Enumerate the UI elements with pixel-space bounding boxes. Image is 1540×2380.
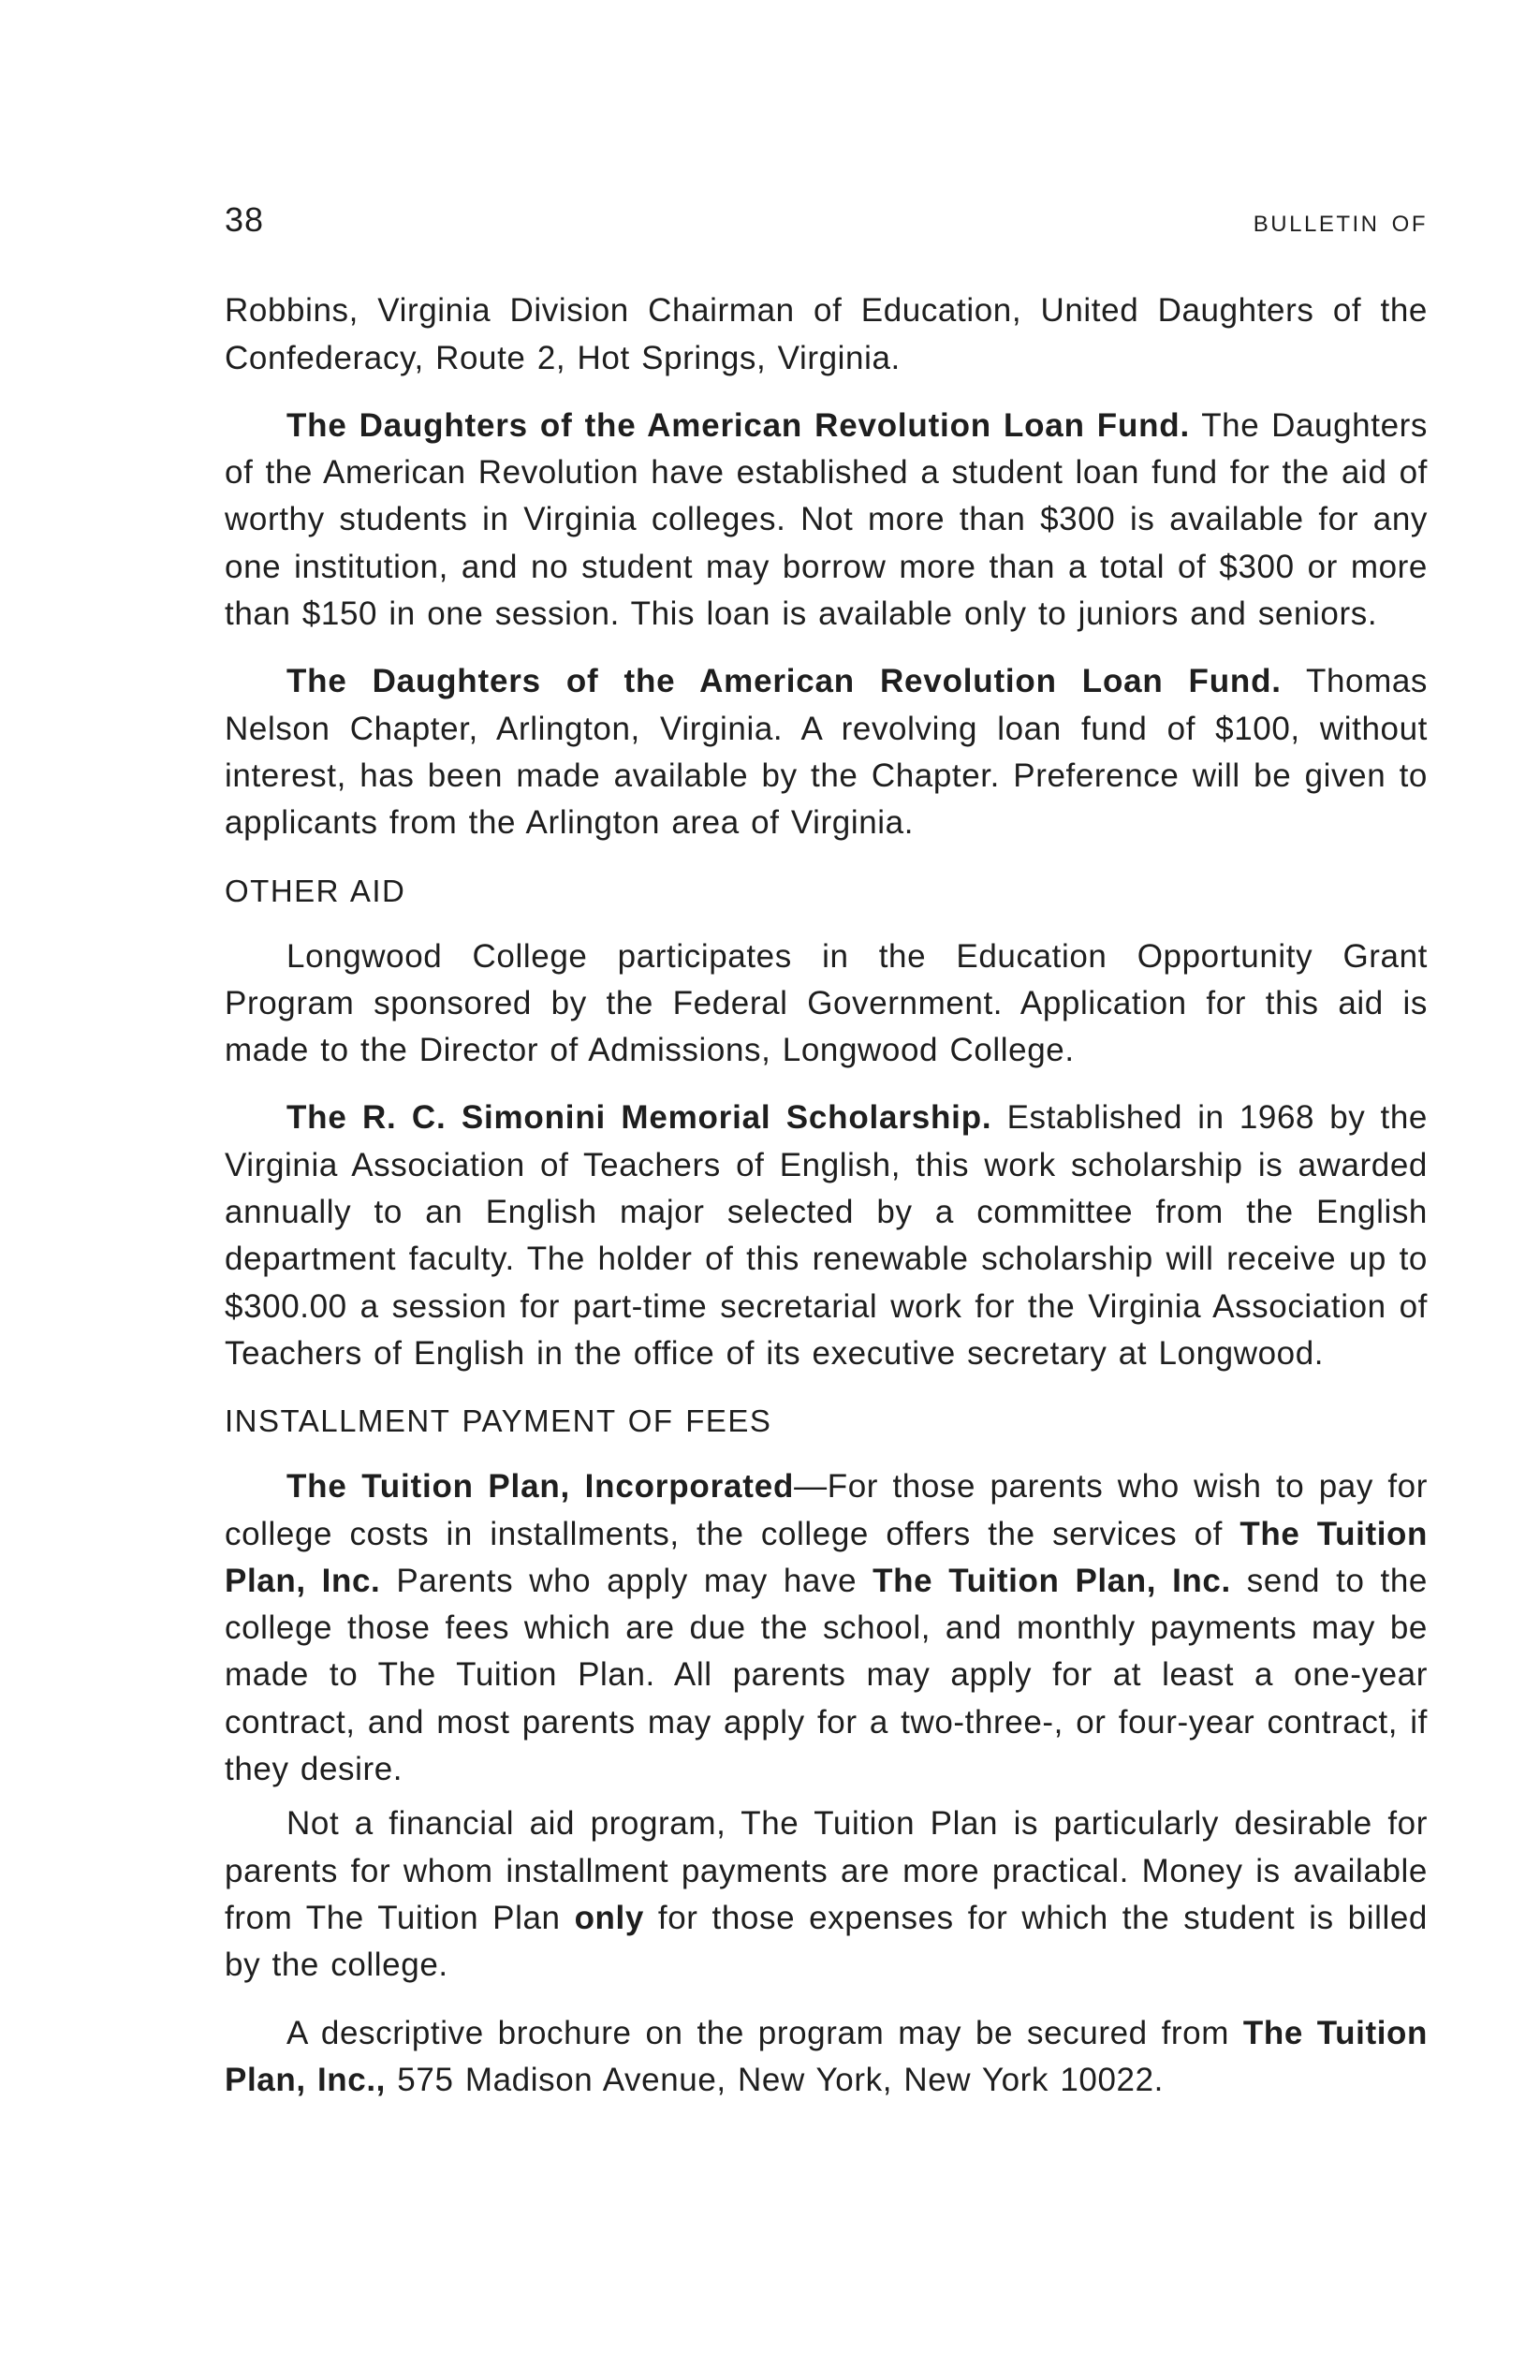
- paragraph-text: The Daughters of the American Revolution have established a student loan fund for the aid of worthy students in Virginia colleges. Not more than $300 is available for any one institution, and no student may borrow more than a total of $300 or more than $150 in one session. This loan is available only to juniors and seniors.: [225, 406, 1428, 633]
- paragraph-text: send to the college those fees which are due the school, and monthly payments may be made to The Tuition Plan. All parents may apply for at least a one-year contract, and most parents may apply for a two-three-, or four-year contract, if they desire.: [225, 1562, 1428, 1788]
- page-number: 38: [225, 200, 265, 239]
- section-heading-other-aid: OTHER AID: [225, 873, 406, 908]
- paragraph-dar-loan-fund: [225, 403, 1428, 638]
- paragraph-not-financial-aid: [225, 1800, 1428, 1989]
- paragraph-text: Not a financial aid program, The Tuition Plan is particularly desirable for parents for whom installment payments are more practical. Money is available from The Tuition Plan: [225, 1805, 1428, 1936]
- paragraph-text: 575 Madison Avenue, New York, New York 10022.: [385, 2061, 1164, 2098]
- paragraph-lead-title: The R. C. Simonini Memorial Scholarship.: [286, 1099, 992, 1137]
- paragraph-text: Established in 1968 by the Virginia Association of Teachers of English, this work scholarship is awarded annually to an English major selected by a committee from the English department faculty. The holder of this renewable scholarship will receive up to $300.00 a session for part-time secretarial work for the Virginia Association of Teachers of English in the office of its executive secretary at Longwood.: [225, 1099, 1428, 1372]
- bulletin-page: [225, 197, 1428, 2124]
- paragraph-tuition-plan: [225, 1463, 1428, 1793]
- paragraph-text: —For those parents who wish to pay for college costs in installments, the college offers the services of: [225, 1468, 1428, 1552]
- paragraph-education-opportunity-grant: [225, 933, 1428, 1075]
- paragraph-udc-continuation: [225, 287, 1428, 382]
- paragraph-lead-title: The Daughters of the American Revolution Loan Fund.: [286, 663, 1282, 700]
- paragraph-text: Thomas Nelson Chapter, Arlington, Virginia. A revolving loan fund of $100, without interest, has been made available by the Chapter. Preference will be given to applicants from the Arlington area of Virginia.: [225, 663, 1428, 842]
- paragraph-lead-title: The Daughters of the American Revolution Loan Fund.: [286, 406, 1191, 444]
- running-head: [225, 197, 1428, 248]
- paragraph-simonini-scholarship: [225, 1095, 1428, 1377]
- paragraph-dar-thomas-nelson-fund: [225, 658, 1428, 846]
- section-heading-installment-payment: INSTALLMENT PAYMENT OF FEES: [225, 1403, 772, 1439]
- running-title: BULLETIN OF: [1253, 212, 1428, 237]
- paragraph-text: A descriptive brochure on the program may be secured from: [286, 2014, 1243, 2051]
- emphasis-only: only: [574, 1899, 644, 1936]
- tuition-plan-name: The Tuition Plan, Inc.,: [225, 2014, 1428, 2098]
- tuition-plan-name: The Tuition Plan, Inc.: [873, 1562, 1231, 1599]
- paragraph-text: Robbins, Virginia Division Chairman of Education, United Daughters of the Confederacy, Route 2, Hot Springs, Virginia.: [225, 292, 1428, 376]
- paragraph-brochure: [225, 2010, 1428, 2105]
- paragraph-text: Parents who apply may have: [380, 1562, 873, 1599]
- tuition-plan-name: The Tuition Plan, Inc.: [225, 1515, 1428, 1599]
- paragraph-lead-title: The Tuition Plan, Incorporated: [286, 1468, 795, 1506]
- paragraph-text: for those expenses for which the student is billed by the college.: [225, 1899, 1428, 1984]
- paragraph-text: Longwood College participates in the Education Opportunity Grant Program sponsored by the Federal Government. Application for this aid is made to the Director of Admissions, Longwood College.: [225, 937, 1428, 1069]
